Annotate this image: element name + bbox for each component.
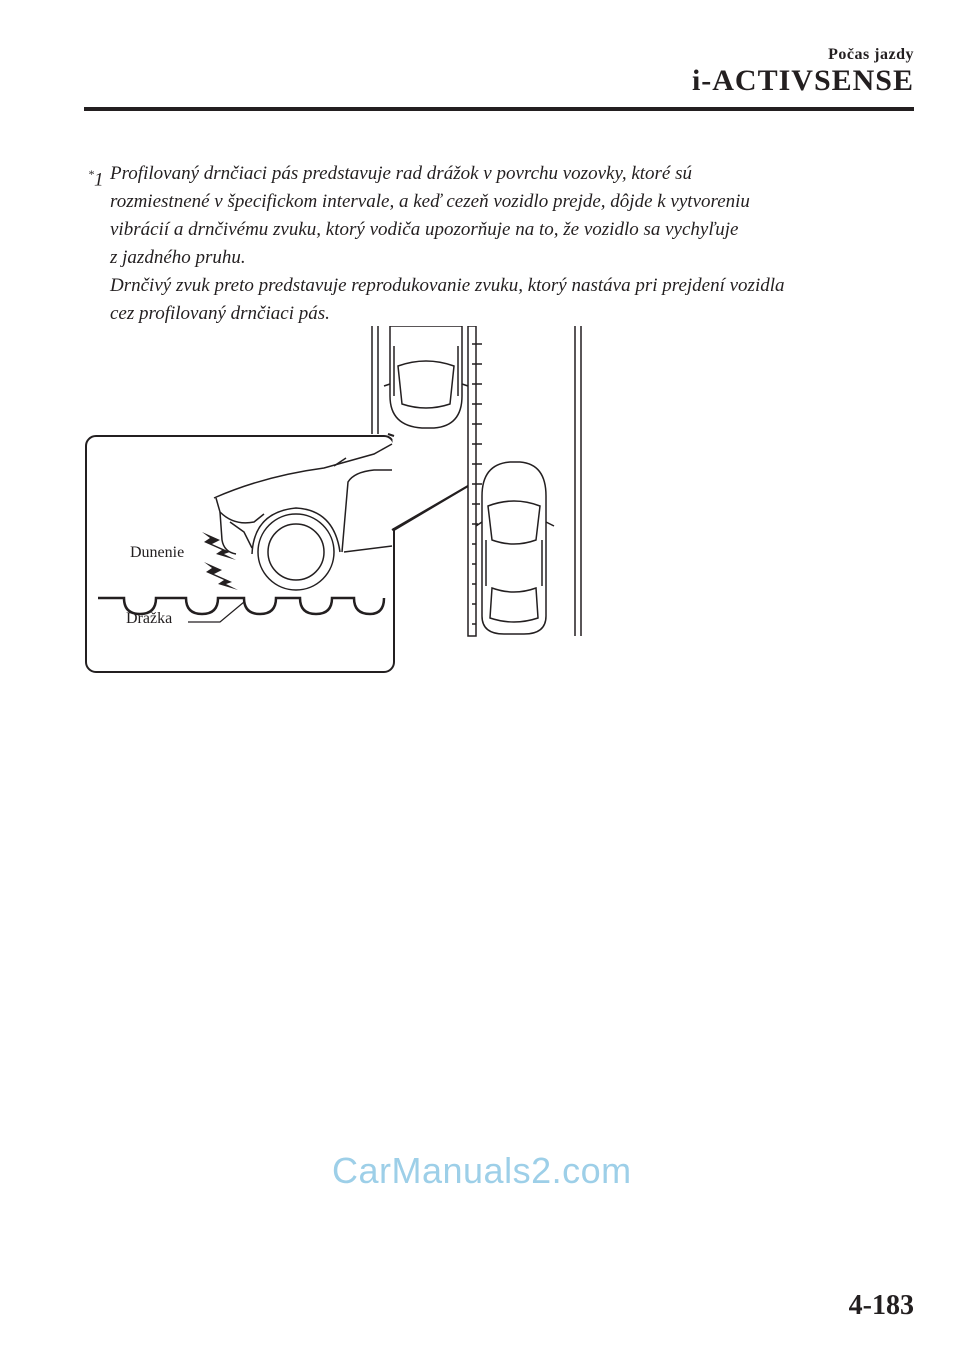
rumble-strip (468, 326, 476, 636)
footnote-line: rozmiestnené v špecifickom intervale, a keď cezeň vozidlo prejde, dôjde k vytvoreniu (110, 191, 750, 212)
footnote (88, 160, 918, 328)
footnote-line: z jazdného pruhu. (110, 247, 246, 268)
label-rumble: Dunenie (130, 544, 185, 561)
rumble-strip-illustration (84, 326, 594, 676)
footnote-asterisk: * (88, 167, 94, 181)
watermark: CarManuals2.com (332, 1150, 632, 1191)
footnote-line: cez profilovaný drnčiaci pás. (110, 303, 330, 324)
car-top-view-front (384, 326, 468, 428)
label-groove: Drážka (126, 610, 173, 627)
footnote-line: vibrácií a drnčivému zvuku, ktorý vodiča upozorňuje na to, že vozidlo sa vychyľuje (110, 219, 739, 240)
footnote-number: 1 (94, 169, 104, 191)
chapter-title: i-ACTIVSENSE (691, 64, 914, 97)
header-divider (84, 107, 914, 111)
page-number: 4-183 (848, 1290, 914, 1321)
footnote-body (110, 160, 918, 328)
footnote-line: Drnčivý zvuk preto predstavuje reprodukovanie zvuku, ktorý nastáva pri prejdení vozidla (110, 275, 785, 296)
car-top-view-drifting (476, 462, 554, 634)
footnote-marker (88, 160, 110, 194)
footnote-line: Profilovaný drnčiaci pás predstavuje rad drážok v povrchu vozovky, ktoré sú (110, 163, 693, 184)
section-title: Počas jazdy (828, 46, 914, 63)
